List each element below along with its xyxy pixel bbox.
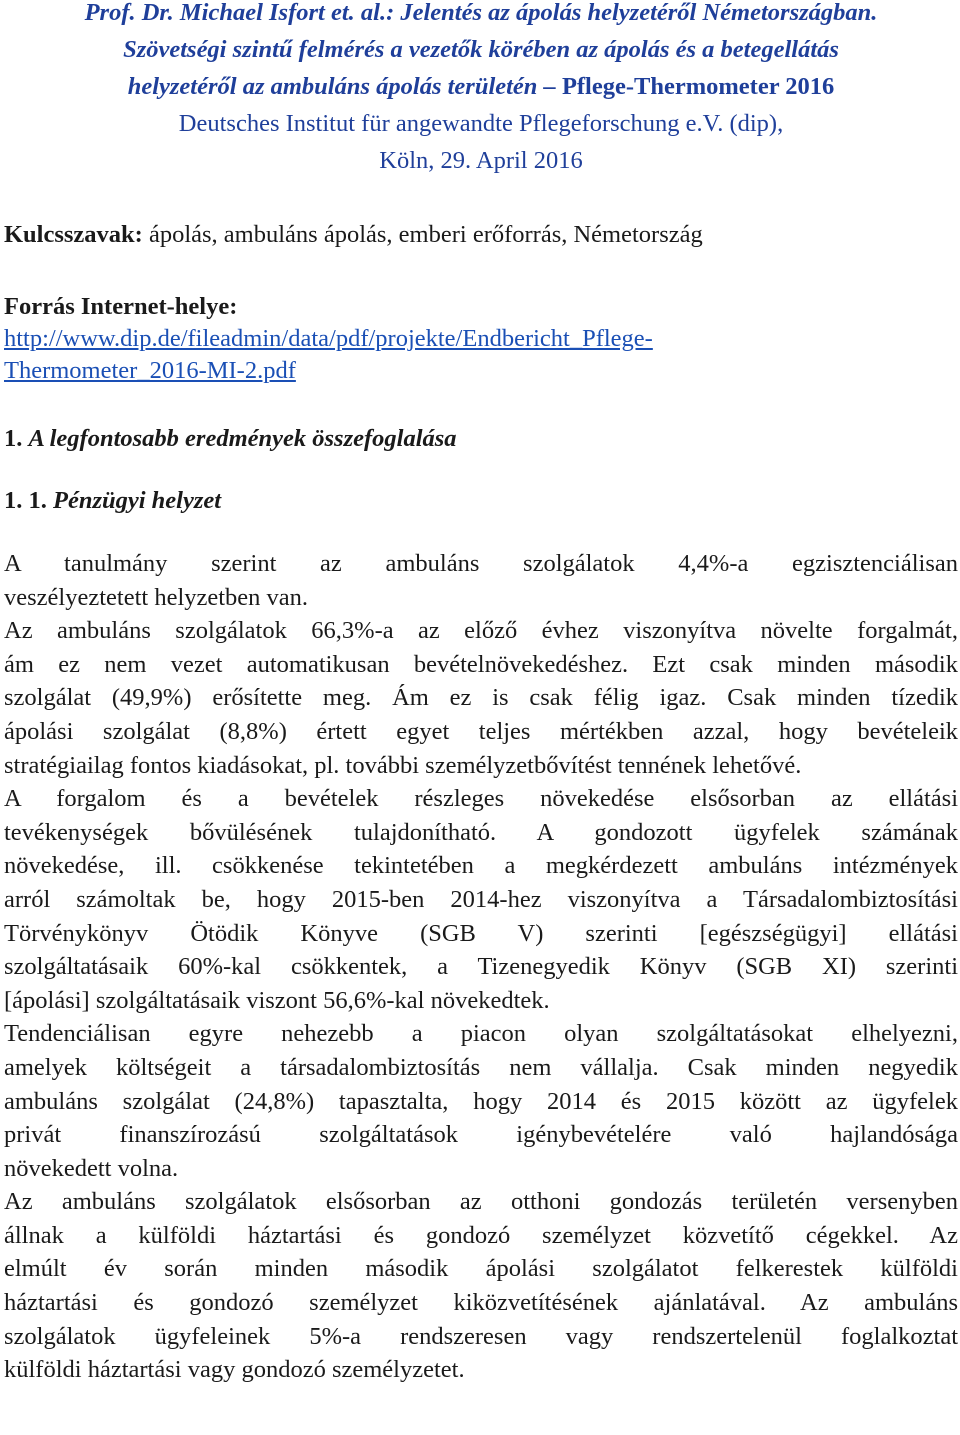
citation-line-2: Szövetségi szintű felmérés a vezetők körében az ápolás és a betegellátás: [123, 36, 839, 63]
section-number-1: 1.: [4, 425, 29, 452]
text-line: szolgálat (49,9%) erősítette meg. Ám ez is csak félig igaz. Csak minden tízedik: [4, 684, 958, 712]
text-line: Törvénykönyv Ötödik Könyve (SGB V) szerinti [egészségügyi] ellátási: [4, 919, 958, 947]
source-link-line-1: http://www.dip.de/fileadmin/data/pdf/projekte/Endbericht_Pflege-: [4, 325, 653, 352]
section-heading-1-1: [4, 485, 958, 517]
text-line: állnak a külföldi háztartási és gondozó személyzet közvetítő cégekkel. Az: [4, 1221, 958, 1249]
paragraph-4: [4, 1017, 958, 1185]
text-line: szolgáltatásaik 60%-kal csökkentek, a Tizenegyedik Könyv (SGB XI) szerinti: [4, 953, 958, 981]
source-section: [4, 291, 958, 387]
text-line: növekedése, ill. csökkenése tekintetében a megkérdezett ambuláns intézmények: [4, 852, 958, 880]
keywords-text: ápolás, ambuláns ápolás, emberi erőforrás, Németország: [142, 221, 703, 248]
text-line: Az ambuláns szolgálatok elsősorban az otthoni gondozás területén versenyben: [4, 1188, 958, 1216]
source-link-line-2: Thermometer_2016-MI-2.pdf: [4, 357, 296, 384]
citation-place-date: Köln, 29. April 2016: [379, 147, 583, 174]
text-line: ambuláns szolgálat (24,8%) tapasztalta, hogy 2014 és 2015 között az ügyfelek: [4, 1087, 958, 1115]
text-line: A forgalom és a bevételek részleges növekedése elsősorban az ellátási: [4, 785, 958, 813]
section-title-1-1: Pénzügyi helyzet: [53, 487, 222, 514]
text-line: A tanulmány szerint az ambuláns szolgálatok 4,4%-a egzisztenciálisan: [4, 550, 958, 577]
text-line: ám ez nem vezet automatikusan bevételnövekedéshez. Ezt csak minden második: [4, 650, 958, 678]
paragraph-5: [4, 1185, 958, 1387]
text-line: ápolási szolgálat (8,8%) értett egyet teljes mértékben azzal, hogy bevételeik: [4, 717, 958, 745]
body-text: [4, 547, 958, 1387]
text-line: háztartási és gondozó személyzet kiközvetítésének ajánlatával. Az ambuláns: [4, 1289, 958, 1317]
text-line: elmúlt év során minden második ápolási szolgálatot felkerestek külföldi: [4, 1255, 958, 1283]
text-line: arról számoltak be, hogy 2015-ben 2014-hez viszonyítva a Társadalombiztosítási: [4, 885, 958, 913]
source-link[interactable]: [4, 323, 958, 387]
citation-line-1: Prof. Dr. Michael Isfort et. al.: Jelentés az ápolás helyzetéről Németországban.: [84, 0, 878, 26]
text-line: [ápolási] szolgáltatásaik viszont 56,6%-kal növekedtek.: [4, 986, 550, 1014]
section-title-1: A legfontosabb eredmények összefoglalása: [28, 425, 457, 452]
paragraph-2: [4, 614, 958, 782]
keywords: [4, 219, 958, 251]
text-line: külföldi háztartási vagy gondozó személyzetet.: [4, 1356, 465, 1384]
text-line: veszélyeztetett helyzetben van.: [4, 583, 309, 611]
citation-title-german: Pflege-Thermometer 2016: [561, 73, 835, 100]
text-line: privát finanszírozású szolgáltatások igénybevételére való hajlandósága: [4, 1121, 958, 1149]
text-line: szolgálatok ügyfeleinek 5%-a rendszeresen vagy rendszertelenül foglalkoztat: [4, 1322, 958, 1350]
paragraph-3: [4, 782, 958, 1017]
citation-line-3: [4, 68, 958, 105]
paragraph-1: [4, 547, 958, 614]
text-line: tevékenységek bővülésének tulajdonítható. A gondozott ügyfelek számának: [4, 818, 958, 846]
citation-header: [4, 0, 958, 179]
text-line: Az ambuláns szolgálatok 66,3%-a az előző évhez viszonyítva növelte forgalmát,: [4, 617, 958, 645]
text-line: stratégiailag fontos kiadásokat, pl. további személyzetbővítést tennének lehetővé.: [4, 751, 802, 779]
text-line: amelyek költségeit a társadalombiztosítás nem vállalja. Csak minden negyedik: [4, 1053, 958, 1081]
source-label: Forrás Internet-helye:: [4, 293, 238, 320]
text-line: növekedett volna.: [4, 1154, 179, 1182]
text-line: Tendenciálisan egyre nehezebb a piacon olyan szolgáltatásokat elhelyezni,: [4, 1020, 958, 1048]
section-heading-1: [4, 423, 958, 455]
citation-publisher: Deutsches Institut für angewandte Pflegeforschung e.V. (dip),: [178, 110, 784, 137]
keywords-label: Kulcsszavak:: [4, 221, 143, 248]
section-number-1-1: 1. 1.: [4, 487, 53, 514]
citation-title-hungarian: helyzetéről az ambuláns ápolás területén –: [127, 73, 562, 100]
